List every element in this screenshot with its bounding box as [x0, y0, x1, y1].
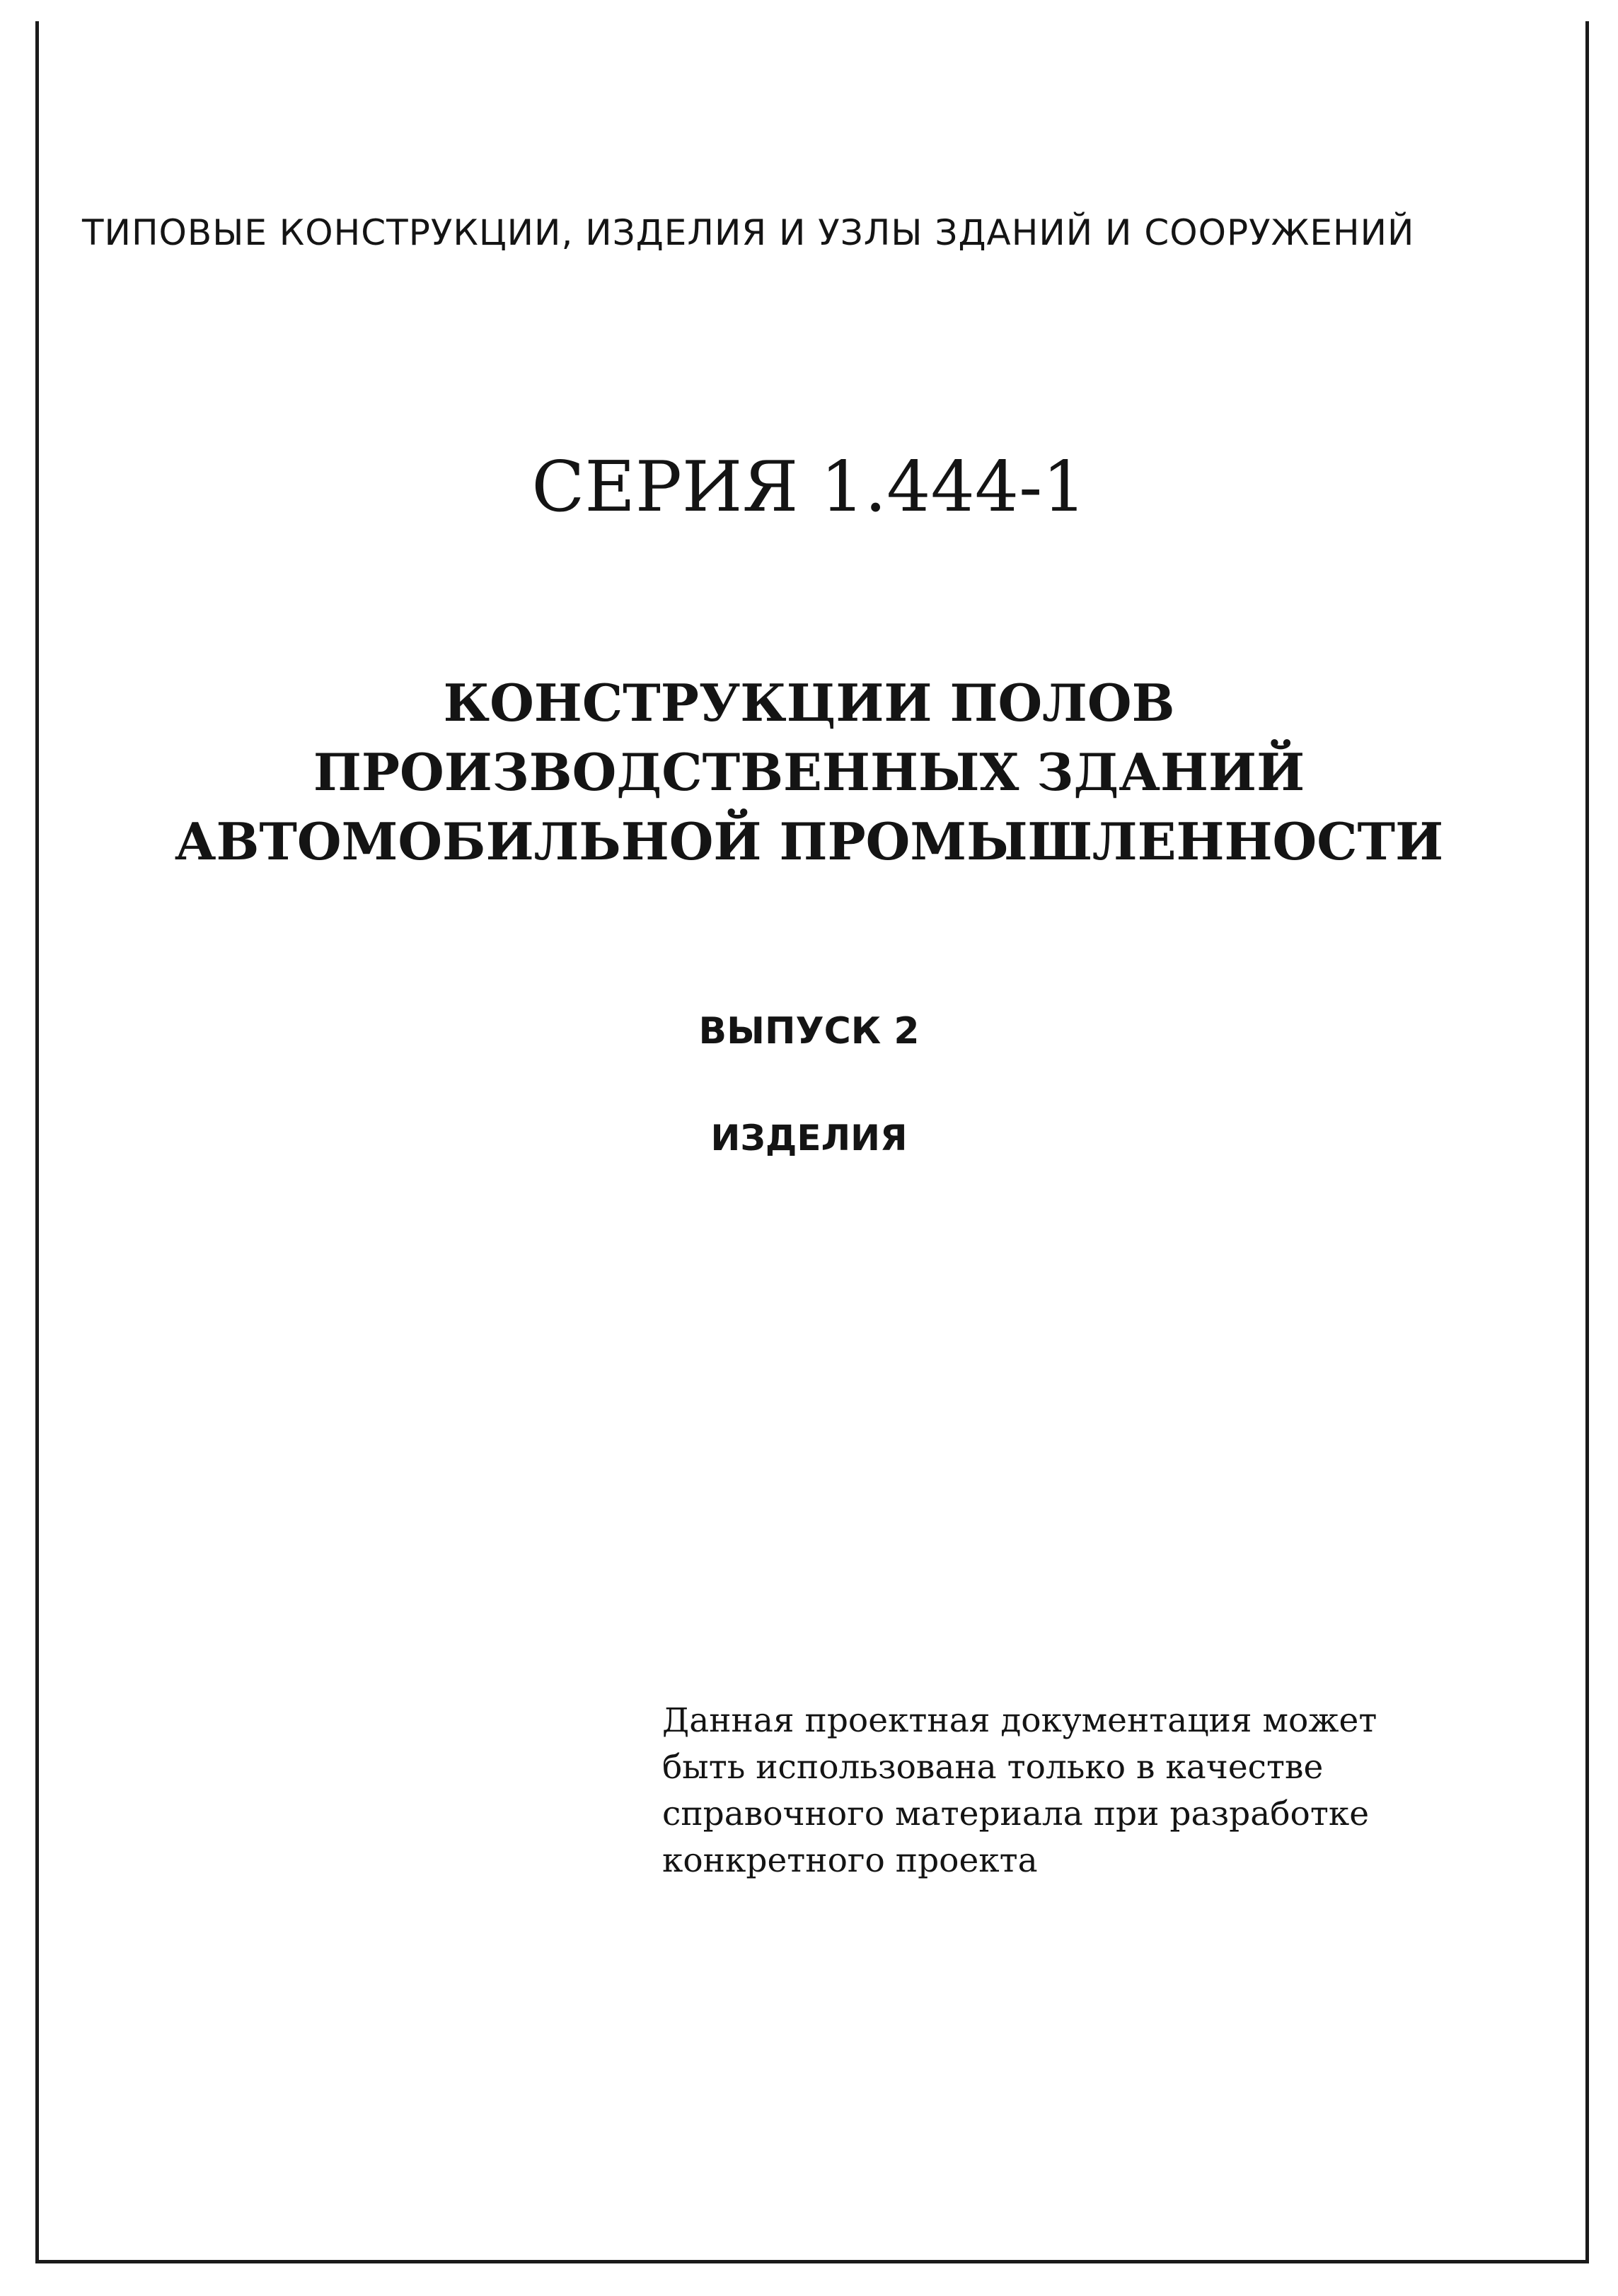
notice-line: Данная проектная документация может: [662, 1701, 1377, 1740]
notice-line: справочного материала при разработке: [662, 1795, 1370, 1833]
title-line: КОНСТРУКЦИИ ПОЛОВ: [443, 673, 1175, 733]
title-line: АВТОМОБИЛЬНОЙ ПРОМЫШЛЕННОСТИ: [174, 811, 1444, 871]
main-title: [0, 668, 1618, 876]
title-line: ПРОИЗВОДСТВЕННЫХ ЗДАНИЙ: [313, 742, 1305, 802]
notice-line: быть использована только в качестве: [662, 1748, 1324, 1787]
notice-line: конкретного проекта: [662, 1841, 1038, 1880]
series-title: СЕРИЯ 1.444-1: [531, 447, 1087, 528]
issue-number: ВЫПУСК 2: [698, 1010, 920, 1053]
header-line: ТИПОВЫЕ КОНСТРУКЦИИ, ИЗДЕЛИЯ И УЗЛЫ ЗДАНИЙ И СООРУЖЕНИЙ: [82, 212, 1415, 253]
usage-notice: [662, 1698, 1511, 1884]
issue-subtitle: ИЗДЕЛИЯ: [710, 1118, 908, 1159]
